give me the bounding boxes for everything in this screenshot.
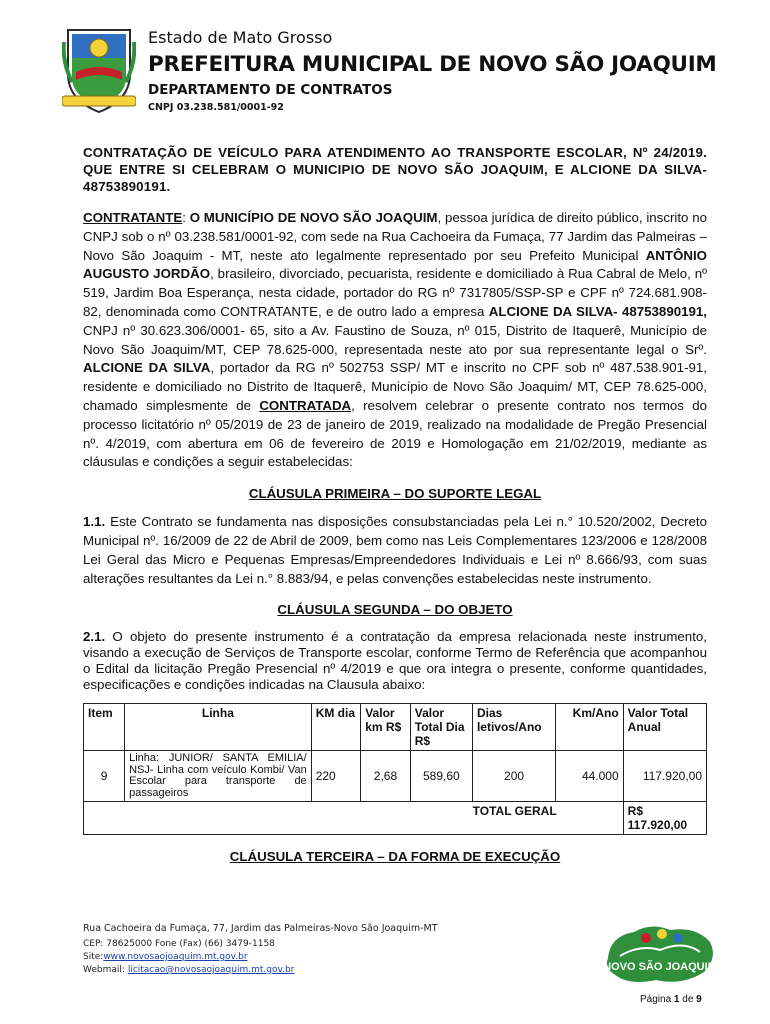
- total-label: TOTAL GERAL: [84, 802, 624, 835]
- footer-address: Rua Cachoeira da Fumaça, 77, Jardim das Palmeiras-Novo São Joaquim-MT: [83, 923, 438, 934]
- table-header: Valor Total Anual: [623, 704, 706, 751]
- footer-cep: CEP: 78625000 Fone (Fax) (66) 3479-1158: [83, 939, 275, 949]
- clause-2-paragraph: 2.1. O objeto do presente instrumento é a contratação da empresa relacionada neste instrumento, visando a execução de Serviços de Transporte escolar, conforme Termo de Referência que acompanhou o Edital da licitação Pregão Presencial nº 4/2019 e que ora integra o presente, conforme quantidades, especificações e condições indicadas na Clausula abaixo:: [83, 629, 707, 693]
- total-row: [84, 802, 707, 835]
- table-header: Km/Ano: [556, 704, 623, 751]
- km-ano-cell: 44.000: [556, 751, 623, 802]
- footer: [83, 922, 438, 977]
- department-name: DEPARTAMENTO DE CONTRATOS: [148, 82, 393, 98]
- novo-sao-joaquim-logo-icon: [600, 918, 720, 990]
- valor-km-cell: 2,68: [361, 751, 411, 802]
- clause-2-number: 2.1.: [83, 629, 106, 645]
- footer-site-line: Site:www.novosaojoaquim.mt.gov.br: [83, 952, 248, 962]
- clause-1-number: 1.1.: [83, 514, 106, 530]
- table-header: Valor Total Dia R$: [410, 704, 472, 751]
- table-header-row: [84, 704, 707, 751]
- state-name: Estado de Mato Grosso: [148, 28, 333, 47]
- table-header: KM dia: [311, 704, 361, 751]
- clause-2-title: CLÁUSULA SEGUNDA – DO OBJETO: [277, 602, 513, 618]
- clause-1-title: CLÁUSULA PRIMEIRA – DO SUPORTE LEGAL: [248, 486, 542, 502]
- table-header: Linha: [125, 704, 312, 751]
- header-cnpj: CNPJ 03.238.581/0001-92: [148, 102, 284, 113]
- linha-cell: Linha: JUNIOR/ SANTA EMILIA/ NSJ- Linha com veículo Kombi/ Van Escolar para transporte de passageiros: [125, 751, 312, 802]
- table-row: [84, 751, 707, 802]
- valor-dia-cell: 589,60: [410, 751, 472, 802]
- total-value: R$ 117.920,00: [623, 802, 706, 835]
- company-name: ALCIONE DA SILVA- 48753890191,: [488, 303, 707, 319]
- representative-name: ALCIONE DA SILVA: [83, 360, 211, 376]
- km-dia-cell: 220: [311, 751, 361, 802]
- mayor-name: ANTÔNIO AUGUSTO JORDÃO: [83, 247, 707, 282]
- pricing-table: [83, 703, 707, 835]
- valor-anual-cell: 117.920,00: [623, 751, 706, 802]
- dias-cell: 200: [472, 751, 555, 802]
- prefeitura-title: PREFEITURA MUNICIPAL DE NOVO SÃO JOAQUIM: [148, 52, 717, 77]
- contratante-label: CONTRATANTE: [83, 210, 183, 225]
- table-header: Item: [84, 704, 125, 751]
- footer-webmail-line: Webmail: licitacao@novosaojoaquim.mt.gov.br: [83, 965, 295, 975]
- page-number: Página 1 de 9: [640, 994, 702, 1005]
- item-cell: 9: [84, 751, 125, 802]
- letterhead: [60, 18, 750, 118]
- contract-body: [83, 144, 707, 876]
- webmail-link[interactable]: licitacao@novosaojoaquim.mt.gov.br: [127, 965, 295, 975]
- site-link[interactable]: www.novosaojoaquim.mt.gov.br: [103, 952, 248, 962]
- contract-title: CONTRATAÇÃO DE VEÍCULO PARA ATENDIMENTO AO TRANSPORTE ESCOLAR, Nº 24/2019. QUE ENTRE SI CELEBRAM O MUNICIPIO DE NOVO SÃO JOAQUIM, E ALCIONE DA SILVA- 48753890191.: [83, 145, 707, 194]
- contratante-entity: O MUNICÍPIO DE NOVO SÃO JOAQUIM: [189, 210, 438, 225]
- contratada-label: CONTRATADA: [259, 397, 352, 413]
- municipal-crest-icon: [62, 22, 136, 114]
- contratante-paragraph: CONTRATANTE: O MUNICÍPIO DE NOVO SÃO JOAQUIM, pessoa jurídica de direito público, inscrito no CNPJ sob o nº 03.238.581/0001-92, com sede na Rua Cachoeira da Fumaça, 77 Jardim das Palmeiras – Novo São Joaquim - MT, neste ato legalmente representado por seu Prefeito Municipal ANTÔNIO AUGUSTO JORDÃO, brasileiro, divorciado, pecuarista, residente e domiciliado à Rua Cabral de Melo, nº 519, Jardim Boa Esperança, nesta cidade, portador do RG nº 7317805/SSP-SP e CPF nº 724.681.908-82, denominada como CONTRATANTE, e de outro lado a empresa ALCIONE DA SILVA- 48753890191, CNPJ nº 30.623.306/0001- 65, sito a Av. Faustino de Souza, nº 015, Distrito de Itaquerê, Município de Novo São Joaquim/MT, CEP 78.625-000, representada neste ato por sua representante legal o Srº. ALCIONE DA SILVA, portador da RG nº 502753 SSP/ MT e inscrito no CPF sob nº 487.538.901-91, residente e domiciliado no Distrito de Itaquerê, Município de Novo São Joaquim/ MT, CEP 78.625-000, chamado simplesmente de CONTRATADA, resolvem celebrar o presente contrato nos termos do processo licitatório nº 05/2019 de 23 de janeiro de 2019, realizado na modalidade de Pregão Presencial nº. 4/2019, com abertura em 06 de fevereiro de 2019 e Homologação em 21/02/2019, mediante as cláusulas e condições a seguir estabelecidas:: [83, 210, 708, 470]
- table-header: Dias letivos/Ano: [472, 704, 555, 751]
- table-header: Valor km R$: [361, 704, 411, 751]
- clause-3-title: CLÁUSULA TERCEIRA – DA FORMA DE EXECUÇÃO: [229, 849, 561, 865]
- logo-text: NOVO SÃO JOAQUIM: [603, 961, 717, 973]
- clause-1-paragraph: 1.1. Este Contrato se fundamenta nas disposições consubstanciadas pela Lei n.° 10.520/2002, Decreto Municipal nº. 16/2009 de 22 de Abril de 2009, bem como nas Leis Complementares 123/2006 e 128/2008 Lei Geral das Micro e Pequenas Empresas/Empreendedores Individuais e Lei nº 8.666/93, com suas alterações resultantes da Lei n.° 8.883/94, e pelas convenções estabelecidas neste instrumento.: [83, 514, 707, 586]
